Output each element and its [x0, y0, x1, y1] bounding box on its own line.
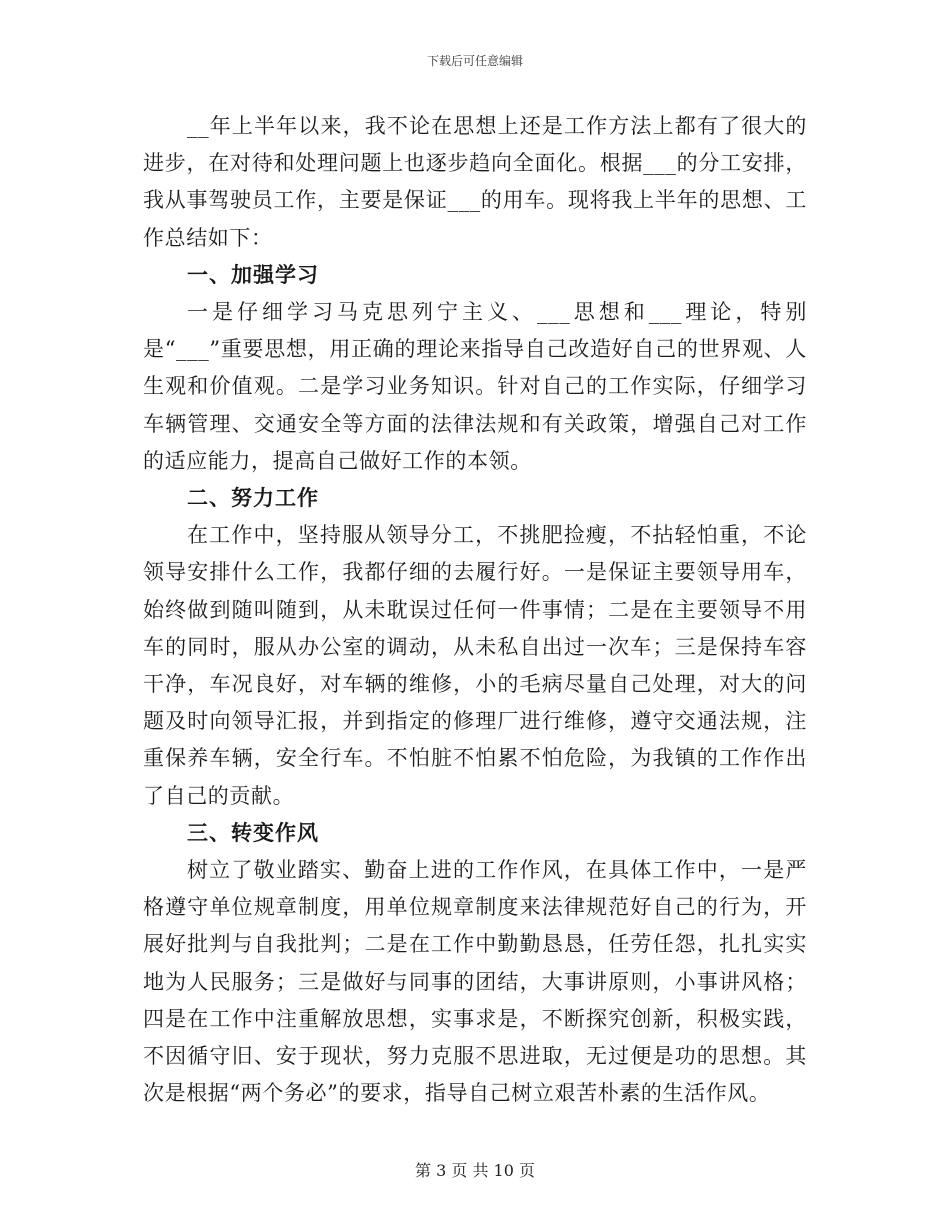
section-paragraph-style: 树立了敬业踏实、勤奋上进的工作作风，在具体工作中，一是严格遵守单位规章制度，用单位规章制度来法律规范好自己的行为，开展好批判与自我批判；二是在工作中勤勤恳恳，任劳任怨，扎扎实实地为人民服务；三是做好与同事的团结，大事讲原则，小事讲风格；四是在工作中注重解放思想，实事求是，不断探究创新，积极实践，不因循守旧、安于现状，努力克服不思进取，无过便是功的思想。其次是根据“两个务必”的要求，指导自己树立艰苦朴素的生活作风。	[143, 858, 807, 1106]
page-number-footer: 第 3 页 共 10 页	[415, 1161, 535, 1180]
document-body	[143, 108, 807, 1112]
intro-paragraph: __年上半年以来，我不论在思想上还是工作方法上都有了很大的进步，在对待和处理问题上也逐步趋向全面化。根据___的分工安排，我从事驾驶员工作，主要是保证___的用车。现将我上半年的思想、工作总结如下：	[143, 114, 807, 250]
section-paragraph-work: 在工作中，坚持服从领导分工，不挑肥捡瘦，不拈轻怕重，不论领导安排什么工作，我都仔细的去履行好。一是保证主要领导用车，始终做到随叫随到，从未耽误过任何一件事情；二是在主要领导不用车的同时，服从办公室的调动，从未私自出过一次车；三是保持车容干净，车况良好，对车辆的维修，小的毛病尽量自己处理，对大的问题及时向领导汇报，并到指定的修理厂进行维修，遵守交通法规，注重保养车辆，安全行车。不怕脏不怕累不怕危险，为我镇的工作作出了自己的贡献。	[143, 523, 807, 808]
section-heading-style: 三、转变作风	[187, 820, 319, 845]
section-paragraph-study: 一是仔细学习马克思列宁主义、___思想和___理论，特别是“___”重要思想，用正确的理论来指导自己改造好自己的世界观、人生观和价值观。二是学习业务知识。针对自己的工作实际，仔细学习车辆管理、交通安全等方面的法律法规和有关政策，增强自己对工作的适应能力，提高自己做好工作的本领。	[143, 300, 807, 473]
page-header-note: 下载后可任意编辑	[426, 54, 523, 68]
section-heading-work: 二、努力工作	[187, 486, 319, 511]
section-heading-study: 一、加强学习	[187, 262, 319, 287]
